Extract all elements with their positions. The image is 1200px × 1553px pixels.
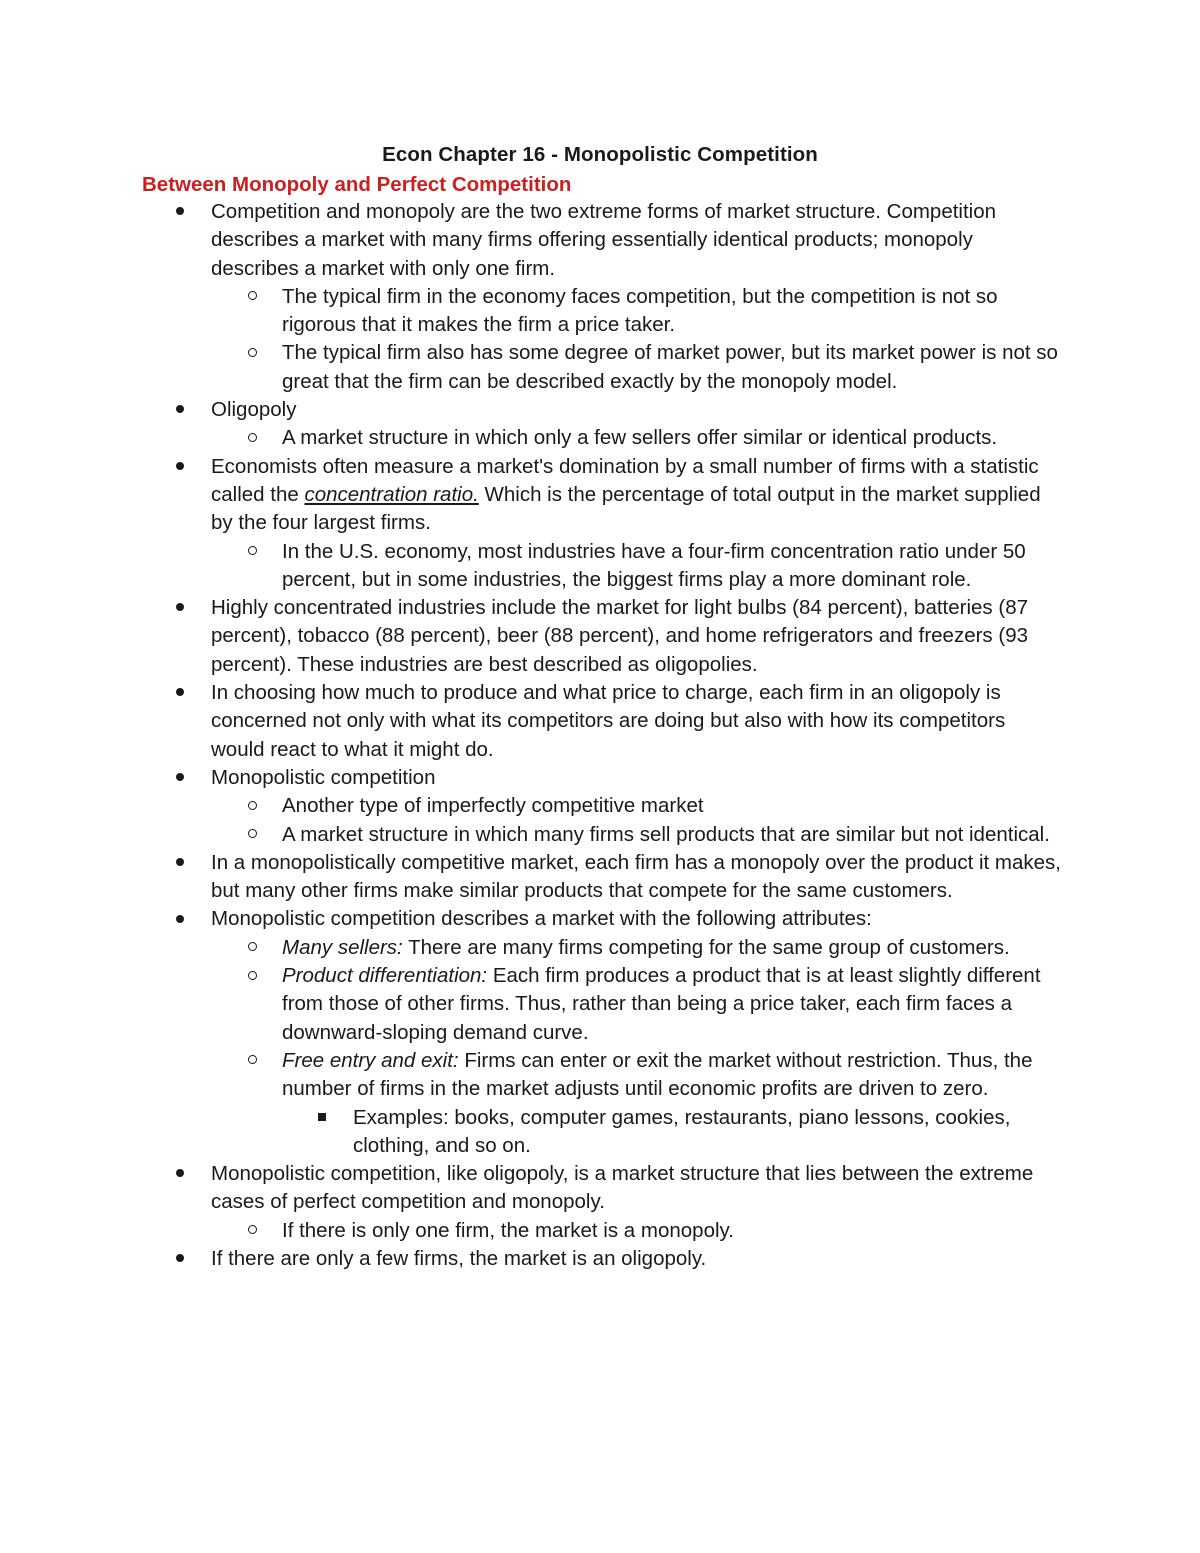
list-item — [0, 1160, 1061, 1217]
circle-bullet-icon — [248, 283, 257, 311]
circle-bullet-icon — [248, 962, 257, 990]
list-item — [0, 679, 1061, 764]
bullet-icon — [176, 453, 184, 481]
item-text: In a monopolistically competitive market, each firm has a monopoly over the product it makes, but many other firms make similar products that compete for the same customers. — [211, 850, 1061, 903]
attribute-label: Product differentiation: — [282, 964, 488, 988]
attribute-text: Firms can enter or exit the market without restriction. Thus, the number of firms in the market adjusts until economic profits are driven to zero. — [282, 1048, 1033, 1101]
item-text — [282, 1047, 1062, 1104]
item-text: If there are only a few firms, the market is an oligopoly. — [211, 1246, 707, 1270]
square-bullet-icon — [318, 1104, 326, 1132]
item-text: A market structure in which only a few sellers offer similar or identical products. — [282, 426, 998, 450]
bullet-icon — [176, 198, 184, 226]
sub-list-item — [0, 424, 1062, 452]
list-item — [0, 905, 1061, 933]
sub-list-item — [0, 962, 1062, 1047]
bullet-icon — [176, 905, 184, 933]
item-text: The typical firm also has some degree of market power, but its market power is not so great that the firm can be described exactly by the monopoly model. — [282, 341, 1058, 393]
sub-sub-list-item — [0, 1104, 1053, 1161]
list-item — [0, 453, 1061, 538]
item-text — [211, 453, 1061, 538]
bullet-icon — [176, 594, 184, 622]
sub-list-item — [0, 1047, 1062, 1104]
list-item — [0, 764, 1061, 792]
attribute-label: Free entry and exit: — [282, 1048, 459, 1072]
item-text: Monopolistic competition describes a market with the following attributes: — [211, 907, 872, 931]
bullet-icon — [176, 1245, 184, 1273]
item-text: Oligopoly — [211, 398, 297, 422]
section-heading: Between Monopoly and Perfect Competition — [142, 173, 572, 196]
sub-list-item — [0, 538, 1062, 595]
item-text-post: Which is the percentage of total output in the market supplied by the four largest firms. — [211, 482, 1041, 535]
attribute-label: Many sellers: — [282, 935, 403, 959]
list-item — [0, 198, 1061, 283]
item-text: Competition and monopoly are the two extreme forms of market structure. Competition describes a market with many firms offering essentially identical products; monopoly describes a market with only one firm. — [211, 200, 997, 280]
concentration-ratio-term: concentration ratio. — [304, 482, 479, 506]
bullet-icon — [176, 396, 184, 424]
attribute-text: Each firm produces a product that is at least slightly different from those of other firms. Thus, rather than being a price taker, each firm faces a downward-sloping demand curve. — [282, 964, 1041, 1044]
list-item — [0, 396, 1061, 424]
page-title: Econ Chapter 16 - Monopolistic Competition — [382, 143, 818, 166]
list-item — [0, 594, 1061, 679]
item-text — [282, 934, 1062, 962]
circle-bullet-icon — [248, 934, 257, 962]
item-text: Highly concentrated industries include the market for light bulbs (84 percent), batteries (87 percent), tobacco (88 percent), beer (88 percent), and home refrigerators and freezers (93 percent). These industries are best described as oligopolies. — [211, 596, 1029, 676]
circle-bullet-icon — [248, 792, 257, 820]
sub-list-item — [0, 1217, 1062, 1245]
sub-list-item — [0, 339, 1062, 396]
item-text: A market structure in which many firms sell products that are similar but not identical. — [282, 822, 1050, 846]
item-text: If there is only one firm, the market is a monopoly. — [282, 1218, 734, 1242]
circle-bullet-icon — [248, 821, 257, 849]
bullet-icon — [176, 849, 184, 877]
bullet-list — [0, 198, 1200, 1273]
item-text: Another type of imperfectly competitive market — [282, 794, 704, 818]
circle-bullet-icon — [248, 1217, 257, 1245]
bullet-icon — [176, 679, 184, 707]
item-text: Monopolistic competition, like oligopoly, is a market structure that lies between the extreme cases of perfect competition and monopoly. — [211, 1162, 1034, 1214]
circle-bullet-icon — [248, 1047, 257, 1075]
sub-list-item — [0, 821, 1062, 849]
sub-list-item — [0, 934, 1062, 962]
item-text: The typical firm in the economy faces competition, but the competition is not so rigorous that it makes the firm a price taker. — [282, 284, 998, 337]
bullet-icon — [176, 764, 184, 792]
item-text-pre: Economists often measure a market's domination by a small number of firms with a statistic called the — [211, 454, 1039, 506]
item-text: Examples: books, computer games, restaurants, piano lessons, cookies, clothing, and so on. — [353, 1105, 1011, 1157]
attribute-text: There are many firms competing for the same group of customers. — [402, 935, 1010, 959]
item-text: In choosing how much to produce and what price to charge, each firm in an oligopoly is concerned not only with what its competitors are doing but also with how its competitors would react to what it might do. — [211, 681, 1006, 761]
circle-bullet-icon — [248, 424, 257, 452]
bullet-icon — [176, 1160, 184, 1188]
sub-list-item — [0, 283, 1062, 340]
circle-bullet-icon — [248, 538, 257, 566]
circle-bullet-icon — [248, 339, 257, 367]
list-item — [0, 1245, 1061, 1273]
item-text: In the U.S. economy, most industries have a four-firm concentration ratio under 50 percent, but in some industries, the biggest firms play a more dominant role. — [282, 539, 1026, 591]
sub-list-item — [0, 792, 1062, 820]
item-text: Monopolistic competition — [211, 765, 436, 789]
item-text — [282, 962, 1062, 1047]
list-item — [0, 849, 1061, 906]
